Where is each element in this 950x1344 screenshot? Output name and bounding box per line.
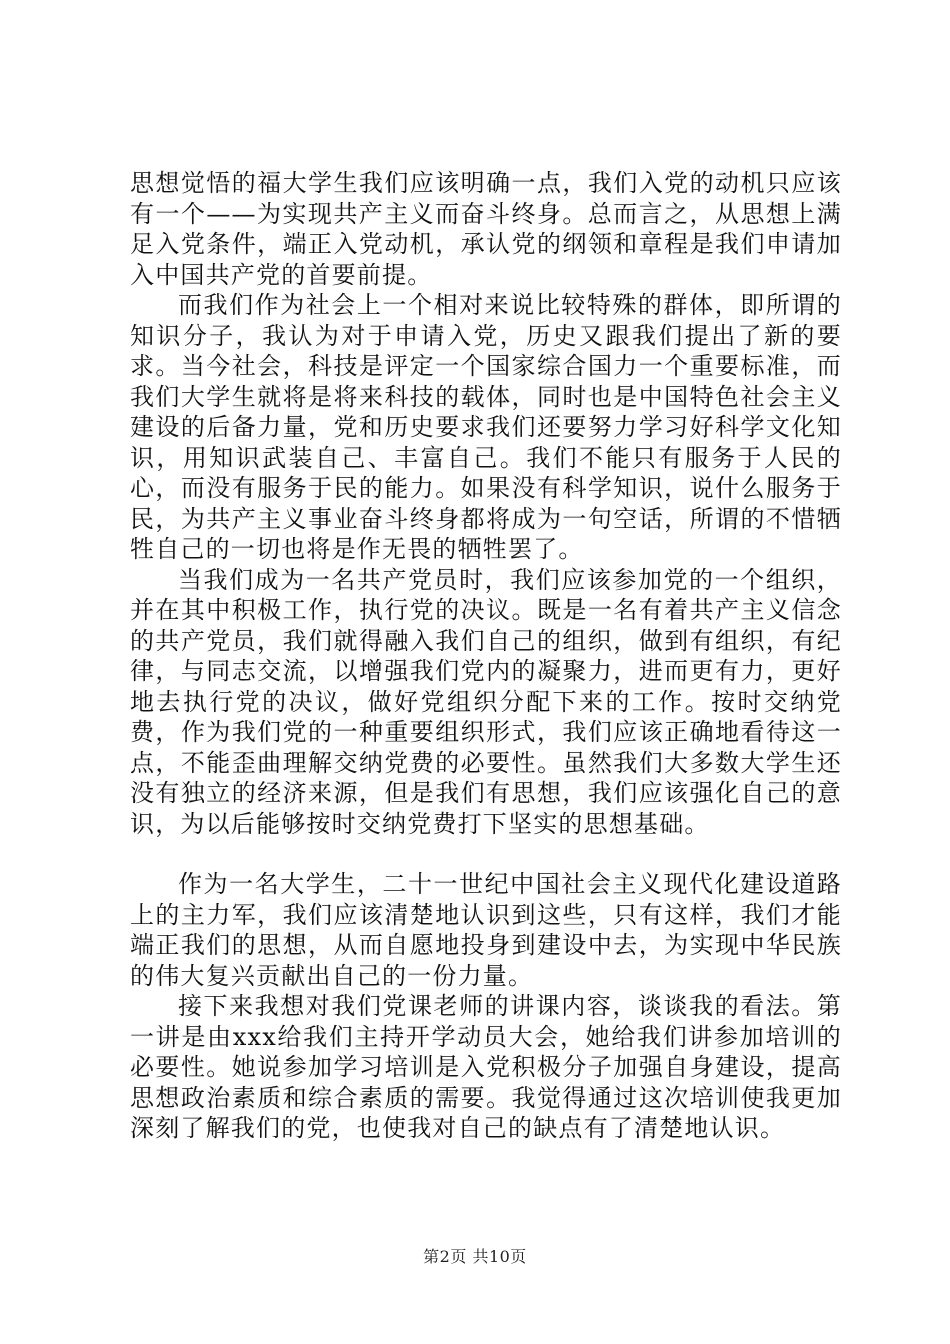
document-body xyxy=(130,168,842,1144)
paragraph-university-student: 作为一名大学生，二十一世纪中国社会主义现代化建设道路上的主力军，我们应该清楚地认识到这些，只有这样，我们才能端正我们的思想，从而自愿地投身到建设中去，为实现中华民族的伟大复兴贡献出自己的一份力量。 xyxy=(130,870,842,990)
paragraph-party-member: 当我们成为一名共产党员时，我们应该参加党的一个组织，并在其中积极工作，执行党的决议。既是一名有着共产主义信念的共产党员，我们就得融入我们自己的组织，做到有组织，有纪律，与同志交流，以增强我们党内的凝聚力，进而更有力，更好地去执行党的决议，做好党组织分配下来的工作。按时交纳党费，作为我们党的一种重要组织形式，我们应该正确地看待这一点，不能歪曲理解交纳党费的必要性。虽然我们大多数大学生还没有独立的经济来源，但是我们有思想，我们应该强化自己的意识，为以后能够按时交纳党费打下坚实的思想基础。 xyxy=(130,565,842,838)
paragraph-continuation: 思想觉悟的福大学生我们应该明确一点，我们入党的动机只应该有一个——为实现共产主义而奋斗终身。总而言之，从思想上满足入党条件，端正入党动机，承认党的纲领和章程是我们申请加入中国共产党的首要前提。 xyxy=(130,169,842,289)
paragraph-lecture-review: 接下来我想对我们党课老师的讲课内容，谈谈我的看法。第一讲是由xxx给我们主持开学动员大会，她给我们讲参加培训的必要性。她说参加学习培训是入党积极分子加强自身建设，提高思想政治素质和综合素质的需要。我觉得通过这次培训使我更加深刻了解我们的党，也使我对自己的缺点有了清楚地认识。 xyxy=(130,992,842,1142)
paragraph-intellectuals: 而我们作为社会上一个相对来说比较特殊的群体，即所谓的知识分子，我认为对于申请入党，历史又跟我们提出了新的要求。当今社会，科技是评定一个国家综合国力一个重要标准，而我们大学生就将是将来科技的载体，同时也是中国特色社会主义建设的后备力量，党和历史要求我们还要努力学习好科学文化知识，用知识武装自己、丰富自己。我们不能只有服务于人民的心，而没有服务于民的能力。如果没有科学知识，说什么服务于民，为共产主义事业奋斗终身都将成为一句空话，所谓的不惜牺牲自己的一切也将是作无畏的牺牲罢了。 xyxy=(130,291,842,563)
page-number-footer: 第2页 共10页 xyxy=(423,1247,527,1266)
